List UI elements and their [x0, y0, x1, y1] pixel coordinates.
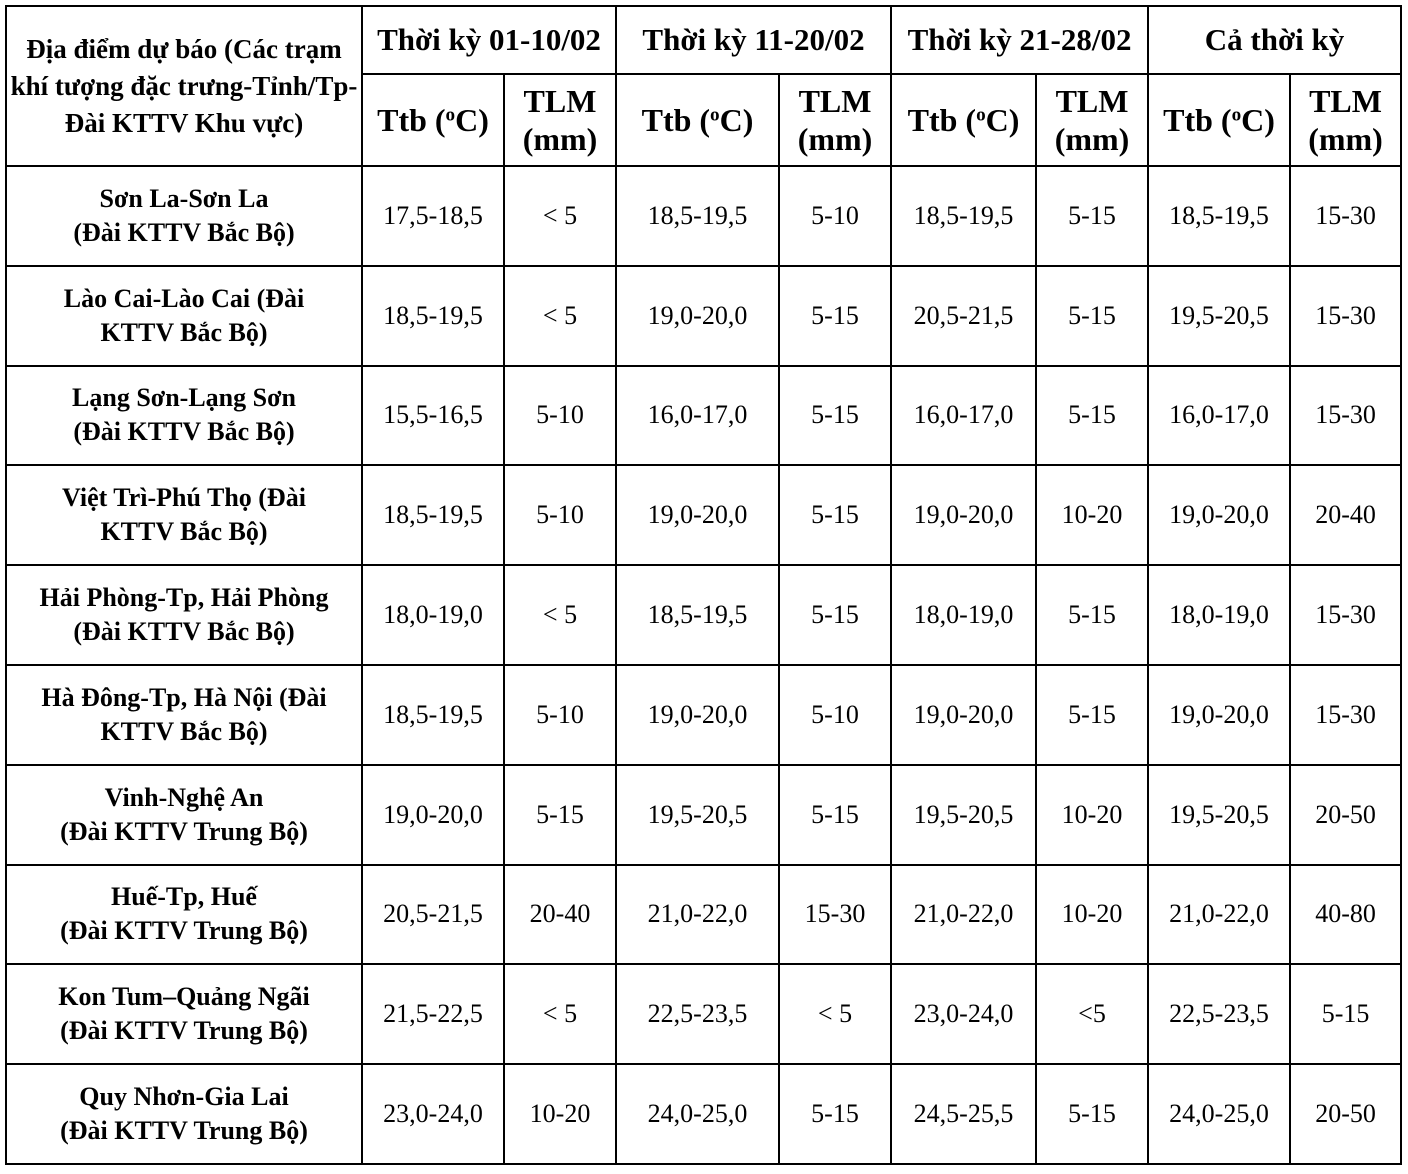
forecast-table — [5, 5, 1402, 1165]
tlm-cell: 20-50 — [1290, 1064, 1401, 1164]
tlm-cell: < 5 — [504, 266, 616, 366]
location-cell: Lào Cai-Lào Cai (Đài KTTV Bắc Bộ) — [6, 266, 362, 366]
location-cell: Kon Tum–Quảng Ngãi (Đài KTTV Trung Bộ) — [6, 964, 362, 1064]
tlm-cell: 5-10 — [779, 166, 891, 266]
ttb-cell: 16,0-17,0 — [891, 366, 1036, 466]
tlm-cell: 15-30 — [1290, 665, 1401, 765]
table-row — [6, 765, 1401, 865]
tlm-cell: 15-30 — [779, 865, 891, 965]
ttb-cell: 17,5-18,5 — [362, 166, 504, 266]
table-row — [6, 366, 1401, 466]
location-cell: Việt Trì-Phú Thọ (Đài KTTV Bắc Bộ) — [6, 465, 362, 565]
table-row — [6, 166, 1401, 266]
tlm-cell: 40-80 — [1290, 865, 1401, 965]
table-row — [6, 465, 1401, 565]
tlm-cell: < 5 — [504, 964, 616, 1064]
tlm-cell: 5-15 — [779, 266, 891, 366]
table-row — [6, 565, 1401, 665]
ttb-cell: 18,0-19,0 — [362, 565, 504, 665]
ttb-cell: 21,0-22,0 — [891, 865, 1036, 965]
tlm-cell: 5-15 — [779, 465, 891, 565]
location-header: Địa điểm dự báo (Các trạm khí tượng đặc trưng-Tỉnh/Tp-Đài KTTV Khu vực) — [6, 6, 362, 166]
table-row — [6, 266, 1401, 366]
period-header-1: Thời kỳ 01-10/02 — [362, 6, 616, 74]
ttb-header-p1: Ttb ($^o$C) — [362, 74, 504, 166]
tlm-cell: 5-15 — [1036, 266, 1148, 366]
ttb-cell: 18,5-19,5 — [891, 166, 1036, 266]
period-header-2: Thời kỳ 11-20/02 — [616, 6, 891, 74]
ttb-cell: 20,5-21,5 — [891, 266, 1036, 366]
ttb-cell: 19,5-20,5 — [616, 765, 779, 865]
ttb-cell: 24,5-25,5 — [891, 1064, 1036, 1164]
ttb-cell: 19,0-20,0 — [891, 465, 1036, 565]
ttb-cell: 20,5-21,5 — [362, 865, 504, 965]
ttb-cell: 22,5-23,5 — [1148, 964, 1290, 1064]
ttb-cell: 19,0-20,0 — [616, 266, 779, 366]
tlm-header-p3: TLM (mm) — [1036, 74, 1148, 166]
tlm-cell: 5-15 — [1036, 166, 1148, 266]
tlm-cell: 5-15 — [1036, 665, 1148, 765]
ttb-cell: 15,5-16,5 — [362, 366, 504, 466]
table-body — [6, 166, 1401, 1164]
location-cell: Vinh-Nghệ An (Đài KTTV Trung Bộ) — [6, 765, 362, 865]
tlm-cell: 5-15 — [779, 366, 891, 466]
ttb-cell: 18,0-19,0 — [1148, 565, 1290, 665]
tlm-cell: 5-15 — [504, 765, 616, 865]
tlm-cell: 20-40 — [1290, 465, 1401, 565]
tlm-cell: 5-10 — [504, 465, 616, 565]
tlm-cell: 5-15 — [1290, 964, 1401, 1064]
ttb-cell: 19,5-20,5 — [891, 765, 1036, 865]
tlm-cell: 5-10 — [779, 665, 891, 765]
ttb-cell: 22,5-23,5 — [616, 964, 779, 1064]
location-cell: Hải Phòng-Tp, Hải Phòng (Đài KTTV Bắc Bộ) — [6, 565, 362, 665]
ttb-cell: 18,5-19,5 — [616, 565, 779, 665]
table-row — [6, 865, 1401, 965]
ttb-cell: 19,0-20,0 — [1148, 465, 1290, 565]
ttb-cell: 24,0-25,0 — [616, 1064, 779, 1164]
tlm-cell: 5-10 — [504, 665, 616, 765]
tlm-cell: < 5 — [504, 565, 616, 665]
ttb-cell: 21,5-22,5 — [362, 964, 504, 1064]
period-header-total: Cả thời kỳ — [1148, 6, 1401, 74]
tlm-cell: 20-50 — [1290, 765, 1401, 865]
tlm-cell: < 5 — [779, 964, 891, 1064]
ttb-cell: 18,5-19,5 — [362, 665, 504, 765]
location-cell: Quy Nhơn-Gia Lai (Đài KTTV Trung Bộ) — [6, 1064, 362, 1164]
ttb-cell: 23,0-24,0 — [891, 964, 1036, 1064]
ttb-cell: 16,0-17,0 — [616, 366, 779, 466]
ttb-cell: 19,0-20,0 — [362, 765, 504, 865]
tlm-cell: 10-20 — [1036, 465, 1148, 565]
tlm-cell: <5 — [1036, 964, 1148, 1064]
ttb-cell: 19,0-20,0 — [1148, 665, 1290, 765]
period-header-3: Thời kỳ 21-28/02 — [891, 6, 1148, 74]
tlm-cell: 5-15 — [1036, 1064, 1148, 1164]
ttb-cell: 24,0-25,0 — [1148, 1064, 1290, 1164]
location-cell: Hà Đông-Tp, Hà Nội (Đài KTTV Bắc Bộ) — [6, 665, 362, 765]
tlm-cell: < 5 — [504, 166, 616, 266]
tlm-cell: 5-10 — [504, 366, 616, 466]
ttb-cell: 18,5-19,5 — [362, 465, 504, 565]
tlm-cell: 5-15 — [1036, 565, 1148, 665]
tlm-cell: 15-30 — [1290, 565, 1401, 665]
ttb-header-p2: Ttb ($^o$C) — [616, 74, 779, 166]
tlm-cell: 10-20 — [504, 1064, 616, 1164]
tlm-cell: 5-15 — [779, 1064, 891, 1164]
ttb-cell: 19,0-20,0 — [616, 465, 779, 565]
tlm-cell: 5-15 — [1036, 366, 1148, 466]
location-cell: Huế-Tp, Huế (Đài KTTV Trung Bộ) — [6, 865, 362, 965]
tlm-cell: 20-40 — [504, 865, 616, 965]
ttb-cell: 18,5-19,5 — [362, 266, 504, 366]
tlm-header-total: TLM (mm) — [1290, 74, 1401, 166]
location-cell: Lạng Sơn-Lạng Sơn (Đài KTTV Bắc Bộ) — [6, 366, 362, 466]
ttb-cell: 21,0-22,0 — [616, 865, 779, 965]
tlm-cell: 5-15 — [779, 565, 891, 665]
ttb-cell: 18,5-19,5 — [616, 166, 779, 266]
table-row — [6, 1064, 1401, 1164]
ttb-cell: 19,0-20,0 — [891, 665, 1036, 765]
ttb-header-total: Ttb ($^o$C) — [1148, 74, 1290, 166]
tlm-header-p1: TLM (mm) — [504, 74, 616, 166]
ttb-cell: 19,0-20,0 — [616, 665, 779, 765]
tlm-cell: 15-30 — [1290, 166, 1401, 266]
tlm-header-p2: TLM (mm) — [779, 74, 891, 166]
ttb-cell: 21,0-22,0 — [1148, 865, 1290, 965]
location-cell: Sơn La-Sơn La (Đài KTTV Bắc Bộ) — [6, 166, 362, 266]
ttb-cell: 23,0-24,0 — [362, 1064, 504, 1164]
ttb-cell: 18,5-19,5 — [1148, 166, 1290, 266]
tlm-cell: 5-15 — [779, 765, 891, 865]
tlm-cell: 10-20 — [1036, 865, 1148, 965]
tlm-cell: 15-30 — [1290, 366, 1401, 466]
table-row — [6, 964, 1401, 1064]
ttb-cell: 19,5-20,5 — [1148, 266, 1290, 366]
ttb-header-p3: Ttb ($^o$C) — [891, 74, 1036, 166]
tlm-cell: 10-20 — [1036, 765, 1148, 865]
ttb-cell: 16,0-17,0 — [1148, 366, 1290, 466]
ttb-cell: 18,0-19,0 — [891, 565, 1036, 665]
ttb-cell: 19,5-20,5 — [1148, 765, 1290, 865]
tlm-cell: 15-30 — [1290, 266, 1401, 366]
table-row — [6, 665, 1401, 765]
